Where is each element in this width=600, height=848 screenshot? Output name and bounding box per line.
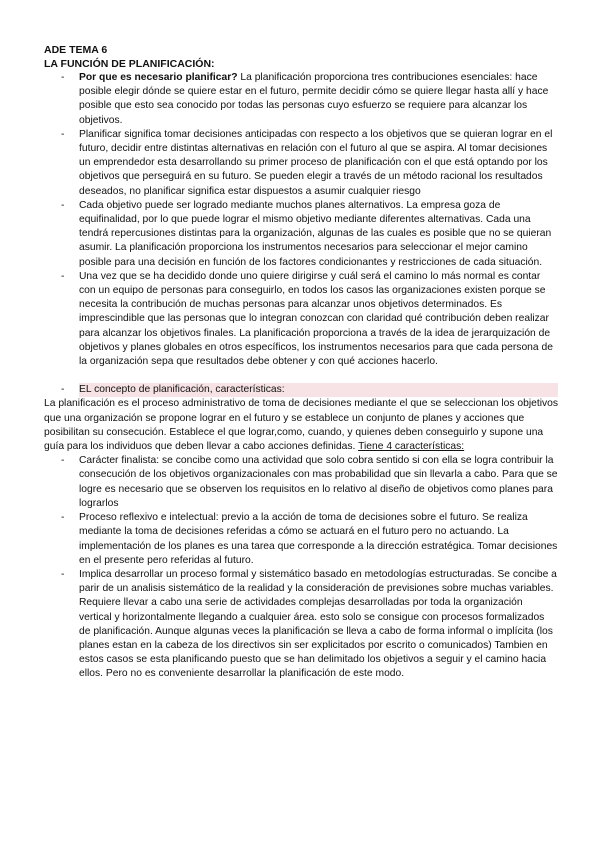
list-item-lead: Por que es necesario planificar?: [79, 72, 238, 83]
document-page: [44, 44, 558, 682]
list-item-text: Una vez que se ha decidido donde uno quiere dirigirse y cuál será el camino lo más normal es contar con un equipo de personas para conseguirlo, en todos los casos las organizaciones existen porque se necesita la contribución de muchas personas para alcanzar unos objetivos determinados. Es imprescindible que las personas que lo integran conozcan con claridad qué contribución deben realizar para alcanzar los objetivos finales. La planificación proporciona a través de la idea de jerarquización de objetivos y planes globales en otros específicos, los instrumentos necesarios para que cada persona de la organización sepa que resultados debe obtener y con qué acciones hacerlo.: [79, 270, 553, 368]
characteristics-list: [44, 454, 558, 681]
concept-paragraph: [44, 397, 558, 454]
list-item-text: Proceso reflexivo e intelectual: previo a la acción de toma de decisiones sobre el futuro. Se realiza mediante la toma de decisiones referidas a cómo se actuará en el futuro pero no actuando. La implementación de los planes es una tarea que corresponde a la dirección estratégica. Tomar decisiones en el presente pero referidas al futuro.: [79, 512, 558, 566]
intro-list: [44, 71, 558, 369]
list-item: [79, 71, 558, 128]
list-item: [79, 454, 558, 511]
section-title: LA FUNCIÓN DE PLANIFICACIÓN:: [44, 57, 215, 70]
concept-heading-text: EL concepto de planificación, características:: [79, 384, 285, 396]
list-item: [79, 199, 558, 270]
section-spacer: [44, 369, 558, 383]
list-item: [79, 128, 558, 199]
list-item-text: Planificar significa tomar decisiones anticipadas con respecto a los objetivos que se quieran lograr en el futuro, decidir entre distintas alternativas en relación con el futuro al que se aspira. Al tomar decisiones un emprendedor esta desarrollando su primer proceso de planificación con el que está optando por los objetivos que perseguirá en su futuro. Se pueden elegir a través de un método racional los resultados deseados, no planificar significa estar dispuestos a asumir cualquier riesgo: [79, 128, 553, 197]
list-item-text: Cada objetivo puede ser logrado mediante muchos planes alternativos. La empresa goza de equifinalidad, por lo que puede lograr el mismo objetivo mediante diferentes alternativas. Cada una tendrá repercusiones distintas para la organización, algunas de las cuales es posible que no se quieran asumir. La planificación proporciona los instrumentos necesarios para seleccionar el mejor camino posible para una decisión en función de los factores condicionantes y restricciones de cada situación.: [79, 199, 552, 268]
concept-paragraph-tail: Tiene 4 características:: [358, 441, 465, 453]
list-item-text: La planificación proporciona tres contribuciones esenciales: hace posible elegir dónde se quiere estar en el futuro, permite decidir cómo se quiere llegar hasta allí y hace posible que esto sea conocido por todas las personas cuyo esfuerzo se requiere para alcanzar los objetivos.: [79, 72, 549, 126]
list-item-text: Carácter finalista: se concibe como una actividad que solo cobra sentido si con ella se logra contribuir la consecución de los objetivos organizacionales con mas probabilidad que sin llevarla a cabo. Para que se logre es necesario que se observen los requisitos en lo relativo al diseño de objetivos como planes para lograrlos: [79, 455, 558, 509]
concept-paragraph-text: La planificación es el proceso administrativo de toma de decisiones mediante el que se seleccionan los objetivos que una organización se propone lograr en el futuro y se establece un conjunto de planes y acciones que posibilitan su consecución. Establece el que lograr,como, cuando, y quienes deben conseguirlo y supone una guía para los individuos que deben llevar a cabo acciones definidas.: [44, 398, 558, 453]
list-item: [79, 270, 558, 369]
list-item: [79, 568, 558, 682]
concept-heading: [79, 383, 558, 397]
concept-heading-list: [44, 383, 558, 397]
list-item: [79, 511, 558, 568]
document-title: ADE TEMA 6: [44, 44, 108, 56]
list-item-text: Implica desarrollar un proceso formal y sistemático basado en metodologías estructuradas. Se concibe a parir de un analisis sistemático de la realidad y la consideración de previsiones sobre muchas variables. Requiere llevar a cabo una serie de actividades complejas desarrolladas por toda la organización vertical y horizontalmente llegando a cualquier área. esto solo se consigue con procesos formalizados de planificación. Aunque algunas veces la planificación se lleva a cabo de forma informal o implícita (los planes estan en la cabeza de los directivos sin ser explicitados por escrito o comunicados) Tambien en estos casos se esta planificando puesto que se han delimitado los objetivos a seguir y el camino hacia ellos. Pero no es conveniente desarrollar la planificación de este modo.: [79, 568, 557, 680]
